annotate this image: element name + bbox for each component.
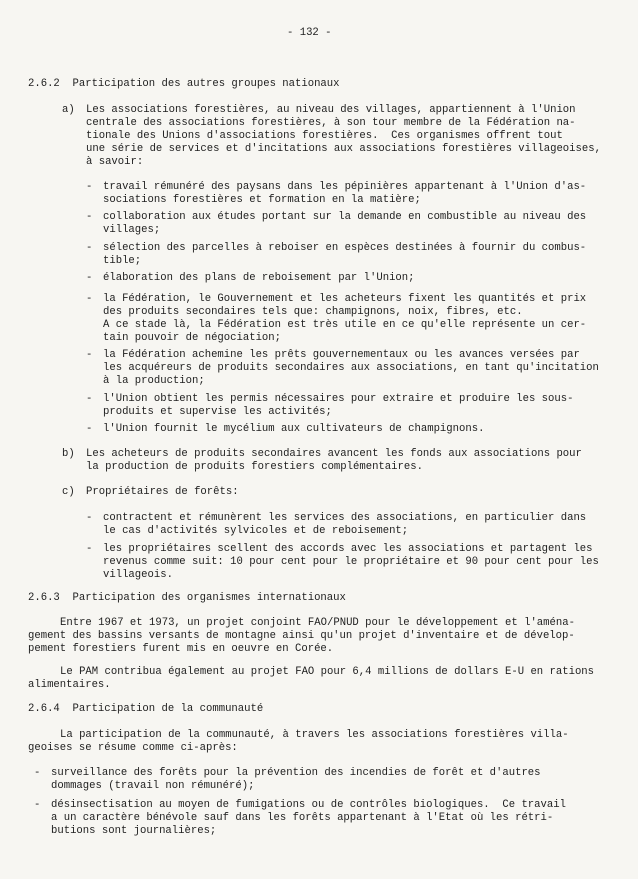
- bullet-item-text: collaboration aux études portant sur la demande en combustible au niveau des: [103, 211, 587, 223]
- bullet-item-text: contractent et rémunèrent les services des associations, en particulier dans: [103, 512, 587, 524]
- bullet-dash: -: [86, 211, 93, 223]
- item-label-a: a): [62, 104, 75, 116]
- bullet-dash: -: [34, 799, 41, 811]
- bullet-item-text: la Fédération, le Gouvernement et les acheteurs fixent les quantités et prix: [103, 293, 587, 305]
- bullet-item-text: l'Union obtient les permis nécessaires pour extraire et produire les sous-: [103, 393, 574, 405]
- bullet-dash: -: [86, 242, 93, 254]
- bullet-item-text: sociations forestières et formation en la matière;: [103, 194, 421, 206]
- para-264-line-2: geoises se résume comme ci-après:: [28, 742, 238, 754]
- bullet-item-text: tible;: [103, 255, 142, 267]
- para-a-line-5: à savoir:: [86, 156, 144, 168]
- bullet-item-text: élaboration des plans de reboisement par l'Union;: [103, 272, 415, 284]
- bullet-item-text: à la production;: [103, 375, 205, 387]
- section-heading-2-6-3: 2.6.3 Participation des organismes internationaux: [28, 592, 346, 604]
- bullet-item-text: sélection des parcelles à reboiser en espèces destinées à fournir du combus-: [103, 242, 587, 254]
- bullet-item-text: tain pouvoir de négociation;: [103, 332, 282, 344]
- para-263-1-line-2: gement des bassins versants de montagne ainsi qu'un projet d'inventaire et de dévelop-: [28, 630, 575, 642]
- bullet-item-text: villages;: [103, 224, 161, 236]
- bullet-item-text: travail rémunéré des paysans dans les pépinières appartenant à l'Union d'as-: [103, 181, 587, 193]
- bullet-item-text: revenus comme suit: 10 pour cent pour le propriétaire et 90 pour cent pour les: [103, 556, 599, 568]
- bullet-item-text: dommages (travail non rémunéré);: [51, 780, 255, 792]
- bullet-dash: -: [86, 423, 93, 435]
- bullet-item-text: le cas d'activités sylvicoles et de reboisement;: [103, 525, 409, 537]
- bullet-dash: -: [86, 543, 93, 555]
- section-heading-2-6-2: 2.6.2 Participation des autres groupes nationaux: [28, 78, 340, 90]
- para-263-1-line-3: pement forestiers furent mis en oeuvre en Corée.: [28, 643, 334, 655]
- para-b-line-1: Les acheteurs de produits secondaires avancent les fonds aux associations pour: [86, 448, 582, 460]
- section-heading-2-6-4: 2.6.4 Participation de la communauté: [28, 703, 264, 715]
- bullet-item-text: les propriétaires scellent des accords avec les associations et partagent les: [103, 543, 593, 555]
- bullet-item-text: des produits secondaires tels que: champignons, noix, fibres, etc.: [103, 306, 523, 318]
- bullet-item-text: produits et supervise les activités;: [103, 406, 332, 418]
- bullet-dash: -: [86, 393, 93, 405]
- item-label-b: b): [62, 448, 75, 460]
- para-a-line-2: centrale des associations forestières, à son tour membre de la Fédération na-: [86, 117, 576, 129]
- bullet-item-text: villageois.: [103, 569, 173, 581]
- bullet-item-text: surveillance des forêts pour la prévention des incendies de forêt et d'autres: [51, 767, 541, 779]
- bullet-item-text: la Fédération achemine les prêts gouvernementaux ou les avances versées par: [103, 349, 580, 361]
- page-number: - 132 -: [287, 27, 332, 39]
- bullet-dash: -: [86, 181, 93, 193]
- item-label-c: c): [62, 486, 75, 498]
- bullet-dash: -: [86, 512, 93, 524]
- para-263-2-line-2: alimentaires.: [28, 679, 111, 691]
- bullet-item-text: butions sont journalières;: [51, 825, 217, 837]
- bullet-dash: -: [86, 293, 93, 305]
- bullet-dash: -: [86, 272, 93, 284]
- para-a-line-3: tionale des Unions d'associations forestières. Ces organismes offrent tout: [86, 130, 563, 142]
- para-264-line-1: La participation de la communauté, à travers les associations forestières villa-: [60, 729, 569, 741]
- bullet-item-text: les acquéreurs de produits secondaires aux associations, en tant qu'incitation: [103, 362, 599, 374]
- para-263-1-line-1: Entre 1967 et 1973, un projet conjoint FAO/PNUD pour le développement et l'aména-: [60, 617, 575, 629]
- bullet-item-text: a un caractère bénévole sauf dans les forêts appartenant à l'Etat où les rétri-: [51, 812, 554, 824]
- bullet-item-text: désinsectisation au moyen de fumigations ou de contrôles biologiques. Ce travail: [51, 799, 566, 811]
- bullet-dash: -: [86, 349, 93, 361]
- bullet-item-text: A ce stade là, la Fédération est très utile en ce qu'elle représente un cer-: [103, 319, 587, 331]
- para-263-2-line-1: Le PAM contribua également au projet FAO pour 6,4 millions de dollars E-U en rations: [60, 666, 595, 678]
- para-a-line-4: une série de services et d'incitations aux associations forestières villageoises,: [86, 143, 601, 155]
- bullet-item-text: l'Union fournit le mycélium aux cultivateurs de champignons.: [103, 423, 485, 435]
- para-a-line-1: Les associations forestières, au niveau des villages, appartiennent à l'Union: [86, 104, 576, 116]
- para-b-line-2: la production de produits forestiers complémentaires.: [86, 461, 423, 473]
- bullet-dash: -: [34, 767, 41, 779]
- para-c-line-1: Propriétaires de forêts:: [86, 486, 239, 498]
